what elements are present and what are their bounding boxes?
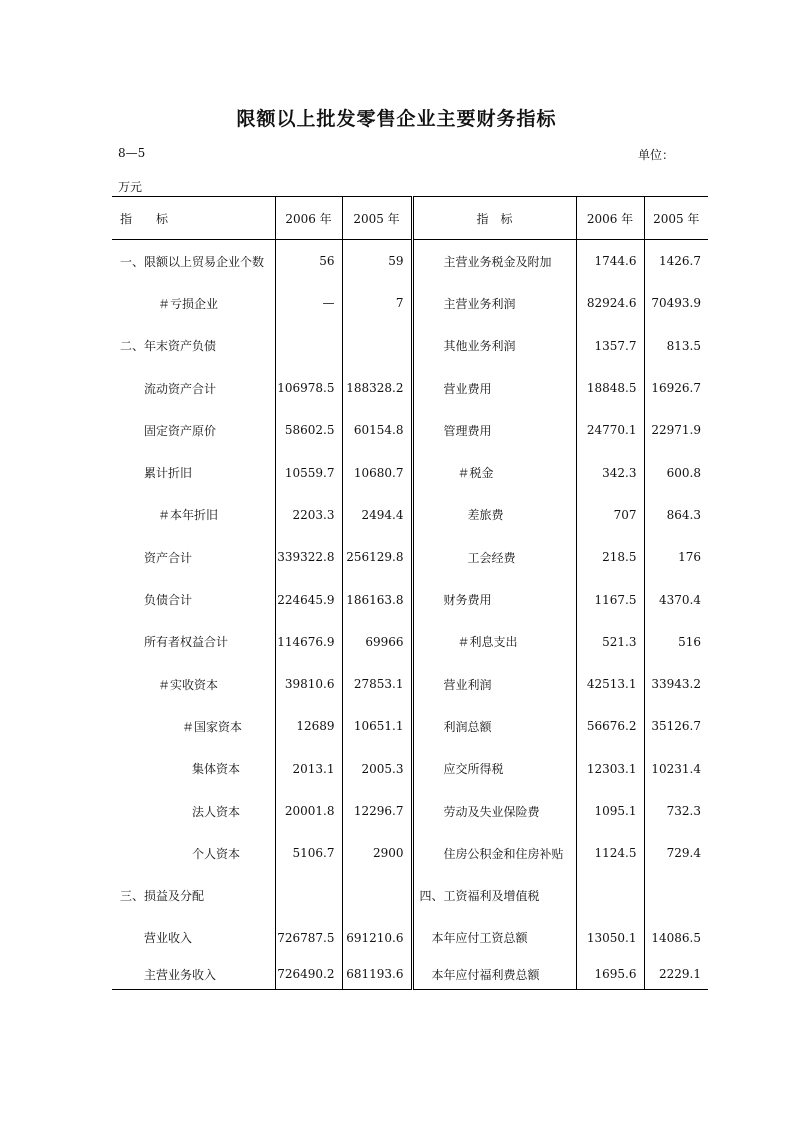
left-2006-cell: 56 xyxy=(275,240,342,283)
table-row xyxy=(112,874,708,916)
right-2005-cell: 70493.9 xyxy=(644,282,708,324)
right-2005-cell: 2229.1 xyxy=(644,959,708,990)
right-indicator-cell: 营业利润 xyxy=(412,663,576,705)
left-2006-cell: 2203.3 xyxy=(275,494,342,536)
table-row xyxy=(112,578,708,620)
left-2005-cell: 69966 xyxy=(342,621,412,663)
right-indicator-cell: 劳动及失业保险费 xyxy=(412,790,576,832)
right-indicator-cell: ＃税金 xyxy=(412,451,576,493)
right-2006-cell: 1167.5 xyxy=(576,578,644,620)
left-2005-cell: 7 xyxy=(342,282,412,324)
right-2005-cell: 22971.9 xyxy=(644,409,708,451)
right-2006-cell: 24770.1 xyxy=(576,409,644,451)
financial-indicators-table xyxy=(112,196,708,990)
right-2005-cell: 864.3 xyxy=(644,494,708,536)
right-2005-cell: 729.4 xyxy=(644,832,708,874)
left-2005-cell: 27853.1 xyxy=(342,663,412,705)
right-2006-cell: 13050.1 xyxy=(576,917,644,959)
right-indicator-cell: ＃利息支出 xyxy=(412,621,576,663)
left-indicator-cell: 营业收入 xyxy=(144,931,193,946)
left-2005-cell: 12296.7 xyxy=(342,790,412,832)
left-indicator-cell: 三、损益及分配 xyxy=(120,889,205,904)
header-right-2005: 2005 年 xyxy=(644,197,708,240)
left-2005-cell: 2005.3 xyxy=(342,748,412,790)
right-indicator-cell: 工会经费 xyxy=(412,536,576,578)
table-row xyxy=(112,832,708,874)
header-right-2006: 2006 年 xyxy=(576,197,644,240)
right-indicator-cell: 管理费用 xyxy=(412,409,576,451)
left-2006-cell: 2013.1 xyxy=(275,748,342,790)
right-2006-cell: 707 xyxy=(576,494,644,536)
table-row xyxy=(112,240,708,283)
right-2005-cell: 516 xyxy=(644,621,708,663)
table-code: 8—5 xyxy=(118,146,146,160)
left-2006-cell: 339322.8 xyxy=(275,536,342,578)
left-2006-cell: 726490.2 xyxy=(275,959,342,990)
left-2006-cell: 106978.5 xyxy=(275,367,342,409)
left-2006-cell: 58602.5 xyxy=(275,409,342,451)
table-row xyxy=(112,536,708,578)
left-indicator-cell: ＃本年折旧 xyxy=(158,508,219,523)
header-right-indicator: 指 标 xyxy=(412,197,576,240)
right-2005-cell xyxy=(644,874,708,916)
right-2006-cell: 56676.2 xyxy=(576,705,644,747)
left-2005-cell: 2900 xyxy=(342,832,412,874)
right-2005-cell: 35126.7 xyxy=(644,705,708,747)
left-indicator-cell: 固定资产原价 xyxy=(144,423,217,438)
left-2006-cell: — xyxy=(275,282,342,324)
left-2006-cell: 20001.8 xyxy=(275,790,342,832)
right-2005-cell: 14086.5 xyxy=(644,917,708,959)
right-2005-cell: 732.3 xyxy=(644,790,708,832)
right-2005-cell: 16926.7 xyxy=(644,367,708,409)
right-2006-cell: 342.3 xyxy=(576,451,644,493)
left-2005-cell: 256129.8 xyxy=(342,536,412,578)
right-2005-cell: 10231.4 xyxy=(644,748,708,790)
table-row xyxy=(112,621,708,663)
left-2005-cell: 59 xyxy=(342,240,412,283)
left-indicator-cell: 所有者权益合计 xyxy=(144,635,229,650)
left-2005-cell: 681193.6 xyxy=(342,959,412,990)
left-indicator-cell: 资产合计 xyxy=(144,550,193,565)
left-2005-cell: 691210.6 xyxy=(342,917,412,959)
page-title: 限额以上批发零售企业主要财务指标 xyxy=(236,108,557,130)
right-indicator-cell: 应交所得税 xyxy=(412,748,576,790)
right-2006-cell: 42513.1 xyxy=(576,663,644,705)
table-body xyxy=(112,240,708,990)
table-row xyxy=(112,917,708,959)
right-2005-cell: 1426.7 xyxy=(644,240,708,283)
right-2006-cell: 1695.6 xyxy=(576,959,644,990)
right-indicator-cell: 本年应付工资总额 xyxy=(412,917,576,959)
table-row xyxy=(112,325,708,367)
left-indicator-cell: ＃亏损企业 xyxy=(158,296,219,311)
header-left-2005: 2005 年 xyxy=(342,197,412,240)
right-2006-cell: 18848.5 xyxy=(576,367,644,409)
right-indicator-cell: 主营业务税金及附加 xyxy=(412,240,576,283)
left-2005-cell: 60154.8 xyxy=(342,409,412,451)
left-2005-cell: 188328.2 xyxy=(342,367,412,409)
table-row xyxy=(112,282,708,324)
right-indicator-cell: 本年应付福利费总额 xyxy=(412,959,576,990)
header-left-indicator: 指 标 xyxy=(112,197,275,240)
left-2006-cell xyxy=(275,874,342,916)
left-2005-cell: 10651.1 xyxy=(342,705,412,747)
unit-value: 万元 xyxy=(118,180,143,194)
left-indicator-cell: ＃实收资本 xyxy=(158,677,219,692)
left-indicator-cell: 累计折旧 xyxy=(144,466,193,481)
right-2005-cell: 176 xyxy=(644,536,708,578)
table-row xyxy=(112,451,708,493)
right-2006-cell xyxy=(576,874,644,916)
right-indicator-cell: 主营业务利润 xyxy=(412,282,576,324)
right-indicator-cell: 其他业务利润 xyxy=(412,325,576,367)
table-row xyxy=(112,663,708,705)
right-2006-cell: 1124.5 xyxy=(576,832,644,874)
right-indicator-cell: 利润总额 xyxy=(412,705,576,747)
left-2006-cell: 726787.5 xyxy=(275,917,342,959)
left-2006-cell: 12689 xyxy=(275,705,342,747)
left-indicator-cell: ＃国家资本 xyxy=(182,719,243,734)
right-indicator-cell: 住房公积金和住房补贴 xyxy=(412,832,576,874)
left-2006-cell: 39810.6 xyxy=(275,663,342,705)
table-row xyxy=(112,409,708,451)
left-indicator-cell: 负债合计 xyxy=(144,593,193,608)
right-2005-cell: 813.5 xyxy=(644,325,708,367)
left-2005-cell xyxy=(342,325,412,367)
header-left-2006: 2006 年 xyxy=(275,197,342,240)
left-2005-cell: 10680.7 xyxy=(342,451,412,493)
right-indicator-cell: 差旅费 xyxy=(412,494,576,536)
left-2005-cell: 2494.4 xyxy=(342,494,412,536)
right-2006-cell: 521.3 xyxy=(576,621,644,663)
right-2006-cell: 1095.1 xyxy=(576,790,644,832)
right-2006-cell: 1357.7 xyxy=(576,325,644,367)
right-indicator-cell: 财务费用 xyxy=(412,578,576,620)
table-row xyxy=(112,705,708,747)
left-indicator-cell: 流动资产合计 xyxy=(144,381,217,396)
right-2005-cell: 600.8 xyxy=(644,451,708,493)
left-indicator-cell: 主营业务收入 xyxy=(144,967,217,982)
table-row xyxy=(112,367,708,409)
left-2006-cell: 224645.9 xyxy=(275,578,342,620)
left-2006-cell: 5106.7 xyxy=(275,832,342,874)
right-2006-cell: 1744.6 xyxy=(576,240,644,283)
left-indicator-cell: 集体资本 xyxy=(192,762,241,777)
right-2005-cell: 4370.4 xyxy=(644,578,708,620)
table-row xyxy=(112,790,708,832)
left-2005-cell xyxy=(342,874,412,916)
left-indicator-cell: 法人资本 xyxy=(192,804,241,819)
table-header-row xyxy=(112,197,708,240)
right-2005-cell: 33943.2 xyxy=(644,663,708,705)
left-2006-cell: 10559.7 xyxy=(275,451,342,493)
right-indicator-cell: 四、工资福利及增值税 xyxy=(412,874,576,916)
right-indicator-cell: 营业费用 xyxy=(412,367,576,409)
left-indicator-cell: 二、年末资产负债 xyxy=(120,339,217,354)
left-indicator-cell: 一、限额以上贸易企业个数 xyxy=(120,254,265,269)
table-row xyxy=(112,959,708,990)
table-row xyxy=(112,748,708,790)
right-2006-cell: 82924.6 xyxy=(576,282,644,324)
unit-label: 单位： xyxy=(638,148,675,162)
right-2006-cell: 218.5 xyxy=(576,536,644,578)
left-2006-cell: 114676.9 xyxy=(275,621,342,663)
left-indicator-cell: 个人资本 xyxy=(192,846,241,861)
table-row xyxy=(112,494,708,536)
right-2006-cell: 12303.1 xyxy=(576,748,644,790)
left-2006-cell xyxy=(275,325,342,367)
left-2005-cell: 186163.8 xyxy=(342,578,412,620)
